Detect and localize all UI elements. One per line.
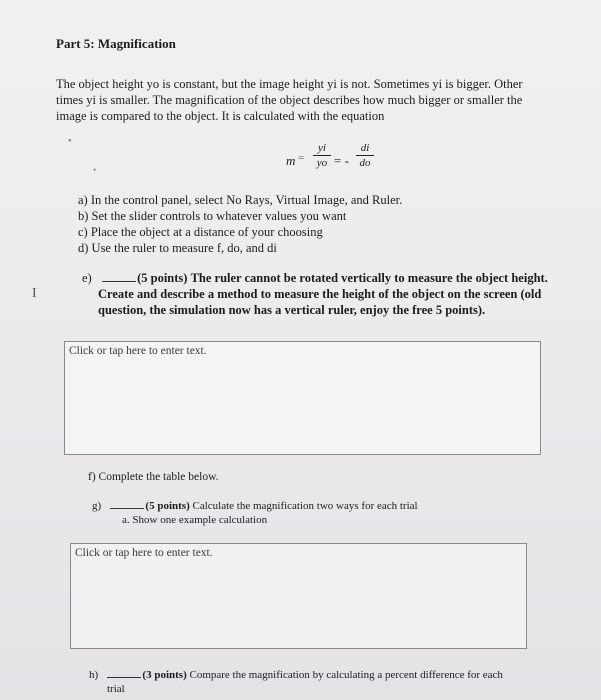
magnification-equation	[286, 140, 396, 184]
section-title: Part 5: Magnification	[56, 36, 176, 51]
question-text: Compare the magnification by calculating a percent difference for each	[189, 669, 503, 681]
list-item: c) Place the object at a distance of your choosing	[78, 225, 323, 239]
textbox-placeholder: Click or tap here to enter text.	[69, 345, 207, 357]
question-f: f) Complete the table below.	[88, 471, 219, 483]
text-cursor-icon: I	[32, 286, 37, 301]
instruction-list	[78, 192, 402, 256]
fraction-denominator: do	[359, 157, 371, 169]
fraction-bar	[356, 155, 374, 156]
question-g	[92, 499, 418, 527]
equation-lhs: m	[286, 153, 296, 168]
answer-textbox-e[interactable]	[64, 341, 541, 455]
question-points: (5 points)	[137, 271, 188, 285]
question-text: Calculate the magnification two ways for each trial	[192, 500, 418, 512]
equation-equals: =	[298, 152, 305, 164]
fraction-distance	[356, 142, 374, 169]
question-label: g)	[92, 500, 102, 512]
intro-paragraph: The object height yo is constant, but the image height yi is not. Sometimes yi is bigger. Other times yi is smaller. The magnification of the object describes how much bigger or smaller the image is compared to the object. It is calculated with the equation	[56, 77, 523, 123]
question-label: e)	[82, 271, 92, 285]
list-item: d) Use the ruler to measure f, do, and di	[78, 241, 277, 255]
answer-blank[interactable]	[107, 677, 141, 678]
question-subitem: a. Show one example calculation	[122, 514, 268, 526]
answer-textbox-g[interactable]	[70, 543, 527, 649]
equation-middle: = -	[334, 153, 349, 168]
fraction-image-over-object	[313, 142, 331, 169]
fraction-numerator: di	[360, 142, 370, 154]
list-item: b) Set the slider controls to whatever values you want	[78, 209, 347, 223]
question-points: (5 points)	[145, 500, 190, 512]
answer-blank[interactable]	[110, 508, 144, 509]
question-e	[82, 270, 552, 318]
question-h	[89, 668, 503, 696]
fraction-numerator: yi	[318, 142, 326, 154]
list-item: a) In the control panel, select No Rays, Virtual Image, and Ruler.	[78, 193, 403, 207]
margin-dot: •	[93, 165, 97, 175]
margin-dot: •	[68, 136, 72, 147]
fraction-denominator: yo	[316, 157, 328, 169]
question-text: The ruler cannot be rotated vertically to measure the object height.	[190, 271, 548, 285]
fraction-bar	[313, 155, 331, 156]
answer-blank[interactable]	[102, 281, 136, 282]
question-text-2: trial	[107, 683, 125, 695]
question-label: h)	[89, 669, 99, 681]
textbox-placeholder: Click or tap here to enter text.	[75, 547, 213, 559]
question-points: (3 points)	[142, 669, 187, 681]
question-text-2: Create and describe a method to measure the height of the object on the screen (old question, the simulation now has a vertical ruler, enjoy the free 5 points).	[98, 287, 542, 317]
